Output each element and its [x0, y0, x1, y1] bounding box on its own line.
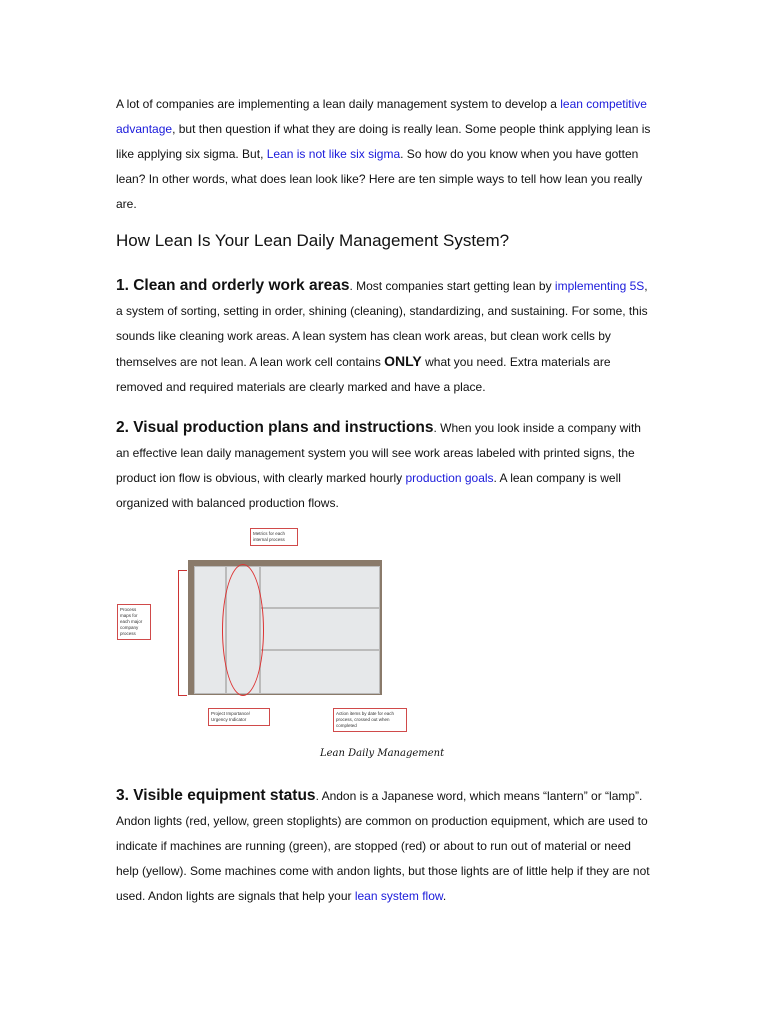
text: A lot of companies are implementing a lean daily management system to develop a: [116, 97, 561, 111]
link-lean-system-flow[interactable]: lean system flow: [354, 889, 443, 903]
text: . A lean company is well organized with balanced production flows.: [116, 471, 621, 510]
text: . When you look inside a company with an effective lean daily management system you will see work areas labeled with printed signs, the product ion flow is obvious, with clearly marked hourly: [116, 421, 641, 485]
callout-urgency: Project Importance/ Urgency Indicator: [208, 708, 270, 726]
section-2-heading: 2. Visual production plans and instructions: [116, 419, 434, 436]
text: . Most companies start getting lean by: [349, 279, 555, 293]
text: , but then question if what they are doing is really lean. Some people think applying lean is like applying six sigma. But,: [116, 122, 651, 161]
emphasis: ONLY: [384, 353, 422, 369]
section-2: [116, 415, 656, 516]
section-1-heading: 1. Clean and orderly work areas: [116, 277, 350, 294]
callout-metrics: Metrics for each internal process: [250, 528, 298, 546]
link-implementing-5s[interactable]: implementing 5S: [554, 279, 645, 293]
text: . So how do you know when you have gotten lean? In other words, what does lean look like? Here are ten simple ways to tell how lean you really are.: [116, 147, 643, 211]
board-photo: [188, 560, 382, 695]
link-lean-competitive-advantage[interactable]: lean competitive advantage: [116, 97, 647, 136]
section-title: How Lean Is Your Lean Daily Management System?: [116, 231, 510, 250]
text: . Andon is a Japanese word, which means “lantern” or “lamp”. Andon lights (red, yellow, green stoplights) are common on production equipment, which are used to indicate if machines are running (green), are stopped (red) or about to run out of material or need help (yellow). Some machines come with andon lights, but those lights are of little help if they are not used. Andon lights are signals that help your: [116, 789, 650, 903]
intro-paragraph: [116, 92, 656, 217]
figure-caption: Lean Daily Management: [320, 748, 445, 759]
callout-action-items: Action items by date for each process, crossed out when completed: [333, 708, 407, 732]
lean-daily-management-figure: [116, 528, 416, 743]
link-lean-not-six-sigma[interactable]: Lean is not like six sigma: [266, 147, 401, 161]
section-1: [116, 273, 656, 400]
text: .: [442, 889, 447, 903]
text: what you need. Extra materials are removed and required materials are clearly marked and have a place.: [116, 355, 611, 394]
callout-process-maps: Process maps for each major company process: [117, 604, 151, 640]
link-production-goals[interactable]: production goals: [405, 471, 494, 485]
section-3-heading: 3. Visible equipment status: [116, 787, 316, 804]
section-3: [116, 783, 656, 909]
text: , a system of sorting, setting in order, shining (cleaning), standardizing, and sustaining. For some, this sounds like cleaning work areas. A lean system has clean work areas, but clean work cells by themselves are not lean. A lean work cell contains: [116, 279, 648, 369]
